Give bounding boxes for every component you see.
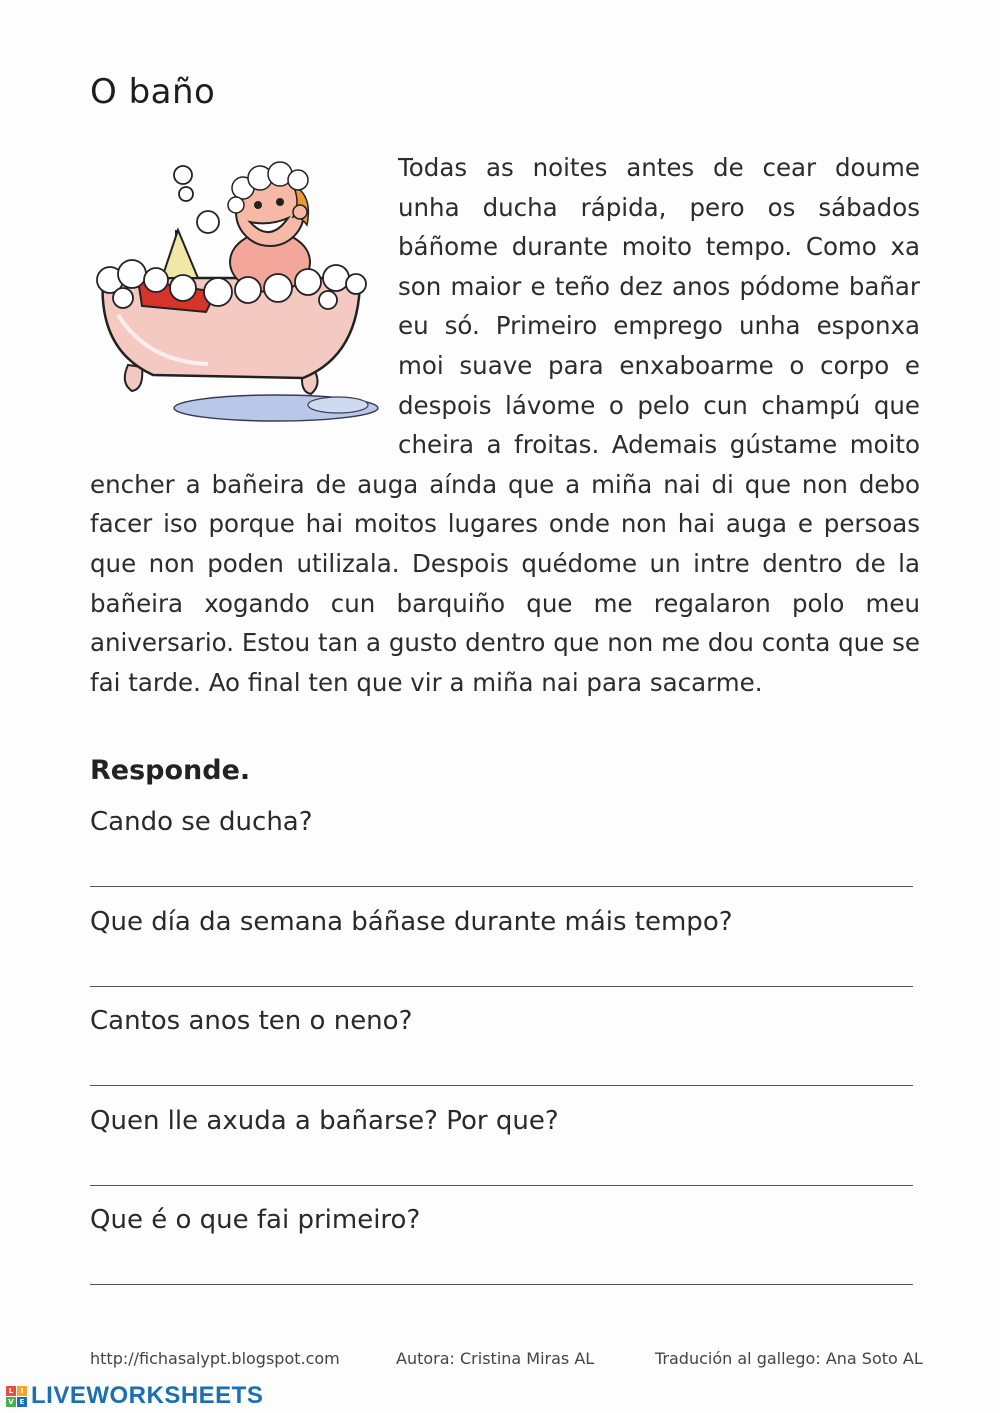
bathtub-illustration	[88, 150, 388, 430]
brand-name: LIVEWORKSHEETS	[31, 1382, 264, 1409]
liveworksheets-logo-icon: L I V E	[6, 1386, 27, 1407]
story-text: Todas as noites antes de cear doume unha ducha rápida, pero os sábados báñome durante moito tempo. Como xa son maior e teño dez anos pódome bañar eu só. Primeiro emprego unha esponxa moi suave para enxaboarme o corpo e despois lávome o pelo cun champú que cheira a froitas. Ademais gústame moito encher a bañeira de auga aínda que a miña nai di que non debo facer iso porque hai moitos lugares onde non hai auga e persoas que non poden utilizala. Despois quédome un intre dentro de la bañeira xogando cun barquiño que me regalaron polo meu aniversario. Estou tan a gusto dentro que non me dou conta que se fai tarde. Ao final ten que vir a miña nai para sacarme.	[90, 153, 920, 697]
liveworksheets-brand[interactable]	[6, 1383, 263, 1409]
question-2: Que día da semana báñase durante máis tempo?	[90, 907, 733, 937]
page-title: O baño	[90, 72, 216, 112]
boat-sail	[162, 230, 198, 278]
responde-heading: Responde.	[90, 755, 251, 786]
question-1: Cando se ducha?	[90, 807, 313, 837]
answer-line-1[interactable]	[90, 886, 913, 887]
answer-line-4[interactable]	[90, 1185, 913, 1186]
answer-line-3[interactable]	[90, 1085, 913, 1086]
bubbles	[174, 166, 219, 233]
footer-translation: Tradución al gallego: Ana Soto AL	[655, 1349, 923, 1368]
question-5: Que é o que fai primeiro?	[90, 1205, 421, 1235]
question-3: Cantos anos ten o neno?	[90, 1006, 413, 1036]
question-4: Quen lle axuda a bañarse? Por que?	[90, 1106, 559, 1136]
footer-url[interactable]: http://fichasalypt.blogspot.com	[90, 1349, 340, 1368]
answer-line-2[interactable]	[90, 986, 913, 987]
footer-author: Autora: Cristina Miras AL	[396, 1349, 595, 1368]
answer-line-5[interactable]	[90, 1284, 913, 1285]
